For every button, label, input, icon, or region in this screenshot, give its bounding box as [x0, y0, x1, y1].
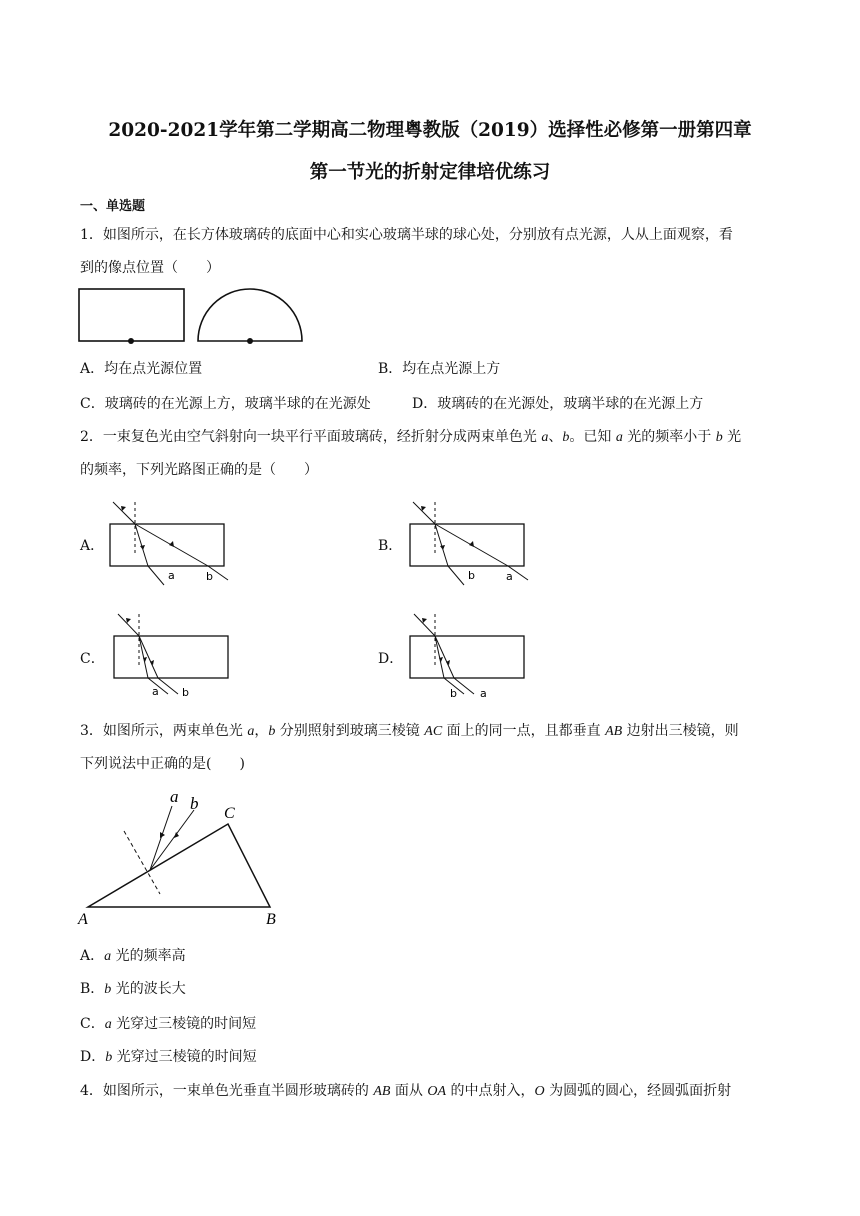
q2-figure-b: [406, 498, 536, 588]
q2-figure-c: [110, 610, 240, 700]
q1-stem-line1: 1．如图所示，在长方体玻璃砖的底面中心和实心玻璃半球的球心处，分别放有点光源，人从上面观察，看: [80, 227, 733, 243]
q3-ray-b-label: b: [190, 794, 199, 813]
q1-option-d: D．玻璃砖的在光源处，玻璃半球的在光源上方: [412, 396, 704, 412]
doc-title-line2: 第一节光的折射定律培优练习: [309, 162, 551, 183]
q4-stem-line1: 4．如图所示，一束单色光垂直半圆形玻璃砖的 AB 面从 OA 的中点射入，O 为圆弧的圆心，经圆弧面折射: [80, 1083, 732, 1099]
doc-title-line1: 2020-2021学年第二学期高二物理粤教版（2019）选择性必修第一册第四章: [108, 120, 752, 141]
q2a-right-ray-label: b: [206, 570, 213, 583]
q2-option-a-label: A．: [80, 538, 105, 554]
q1-option-c: C．玻璃砖的在光源上方，玻璃半球的在光源处: [80, 396, 371, 412]
point-source-brick: [128, 338, 134, 344]
q1-figure: [78, 286, 308, 348]
q2a-left-ray-label: a: [168, 569, 175, 582]
vertex-b-label: B: [266, 911, 276, 928]
q3-stem-line2: 下列说法中正确的是( ): [80, 756, 245, 772]
prism-triangle: [88, 824, 270, 907]
q2-option-b-label: B．: [378, 538, 403, 554]
q1-option-a: A．均在点光源位置: [80, 361, 203, 377]
q3-prism-figure: [72, 786, 292, 932]
q1-option-b: B．均在点光源上方: [378, 361, 501, 377]
q2c-left-ray-label: a: [152, 685, 159, 698]
q3-option-c: C．a 光穿过三棱镜的时间短: [80, 1016, 257, 1032]
q3-ray-a-label: a: [170, 787, 179, 806]
q1-stem-line2: 到的像点位置（ ）: [80, 260, 220, 276]
q2c-right-ray-label: b: [182, 686, 189, 699]
q2-stem-line2: 的频率，下列光路图正确的是（ ）: [80, 462, 318, 478]
q2b-right-ray-label: a: [506, 570, 513, 583]
q3-option-a: A．a 光的频率高: [80, 948, 186, 964]
q2-figure-a: [106, 498, 236, 588]
q2-option-c-label: C．: [80, 651, 105, 667]
q2-option-d-label: D．: [378, 651, 404, 667]
vertex-a-label: A: [78, 911, 88, 928]
q3-option-d: D．b 光穿过三棱镜的时间短: [80, 1049, 257, 1065]
q2d-left-ray-label: b: [450, 687, 457, 700]
normal-line: [124, 831, 160, 894]
vertex-c-label: C: [224, 805, 235, 822]
glass-hemisphere: [198, 289, 302, 341]
q3-stem-line1: 3．如图所示，两束单色光 a，b 分别照射到玻璃三棱镜 AC 面上的同一点，且都垂直 AB 边射出三棱镜，则: [80, 723, 739, 739]
q2d-right-ray-label: a: [480, 687, 487, 700]
q3-option-b: B．b 光的波长大: [80, 981, 186, 997]
point-source-hemisphere: [247, 338, 253, 344]
section-heading: 一、单选题: [80, 199, 146, 214]
q2-stem-line1: 2．一束复色光由空气斜射向一块平行平面玻璃砖，经折射分成两束单色光 a、b。已知 a 光的频率小于 b 光: [80, 429, 742, 445]
q2b-left-ray-label: b: [468, 569, 475, 582]
glass-brick: [79, 289, 184, 341]
q2-figure-d: [406, 610, 536, 700]
